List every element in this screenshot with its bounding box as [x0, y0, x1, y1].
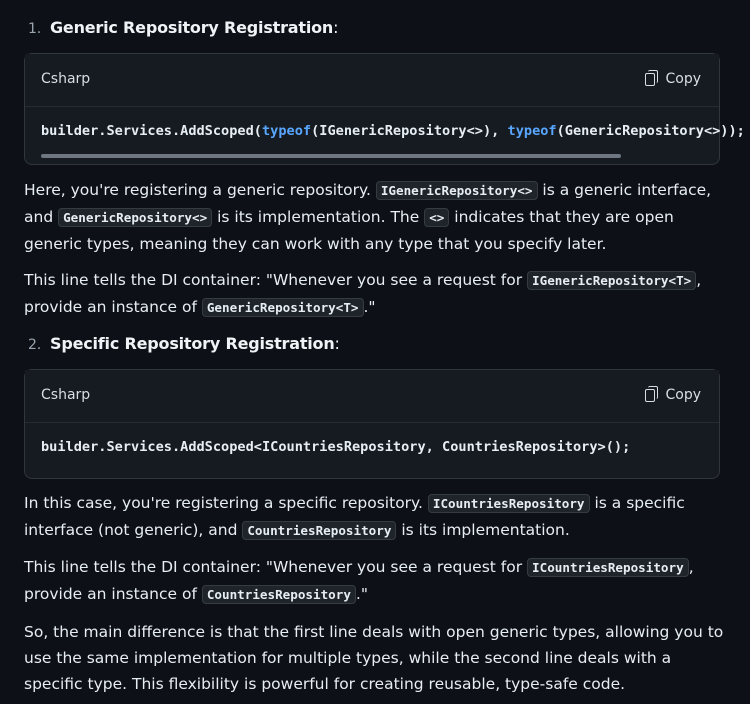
inline-code: IGenericRepository<T>	[527, 271, 696, 290]
copy-icon	[645, 73, 655, 86]
text: This line tells the DI container: "Whenever you see a request for	[24, 558, 528, 576]
text: is its implementation. The	[212, 208, 425, 226]
paragraph-specific-explanation	[24, 490, 724, 544]
heading-colon: :	[333, 18, 339, 37]
text: , provide an instance of	[24, 558, 694, 603]
list-number: 1.	[28, 21, 41, 37]
list-number: 2.	[28, 337, 41, 353]
text: ."	[363, 298, 376, 316]
text: ."	[355, 585, 368, 603]
paragraph-generic-explanation	[24, 177, 724, 257]
inline-code: GenericRepository<>	[58, 208, 212, 227]
code-language-label: Csharp	[41, 71, 91, 87]
code-text: builder.Services.AddScoped(	[41, 123, 262, 139]
copy-button[interactable]	[645, 71, 701, 87]
heading-colon: :	[334, 334, 340, 353]
code-block-header	[25, 54, 719, 107]
inline-code: <>	[424, 208, 449, 227]
text: This line tells the DI container: "Whenever you see a request for	[24, 271, 528, 289]
text: Here, you're registering a generic repository.	[24, 181, 376, 199]
code-block-header	[25, 370, 719, 423]
inline-code: CountriesRepository	[202, 585, 356, 604]
code-keyword: typeof	[507, 123, 557, 139]
code-block-specific	[24, 369, 720, 479]
copy-button[interactable]	[645, 387, 701, 403]
copy-label: Copy	[665, 387, 701, 403]
text: In this case, you're registering a specific repository.	[24, 494, 428, 512]
text: is a generic interface, and	[24, 181, 712, 226]
copy-icon	[645, 389, 655, 402]
section-heading-generic	[28, 18, 338, 37]
code-block-generic	[24, 53, 745, 165]
text: , provide an instance of	[24, 271, 702, 316]
inline-code: GenericRepository<T>	[202, 298, 364, 317]
section-heading-specific	[28, 334, 340, 353]
code-language-label: Csharp	[41, 387, 91, 403]
horizontal-scrollbar[interactable]	[41, 154, 621, 158]
code-text: (GenericRepository<>));	[556, 123, 745, 139]
text: is its implementation.	[396, 521, 570, 539]
text: is a specific interface (not generic), and	[24, 494, 685, 539]
inline-code: IGenericRepository<>	[376, 181, 538, 200]
inline-code: ICountriesRepository	[428, 494, 590, 513]
inline-code: ICountriesRepository	[527, 558, 689, 577]
code-keyword: typeof	[261, 123, 312, 139]
text: indicates that they are open generic types, meaning they can work with any type that you specify later.	[24, 208, 674, 253]
heading-text: Specific Repository Registration	[50, 334, 335, 353]
inline-code: CountriesRepository	[242, 521, 396, 540]
code-line[interactable]: builder.Services.AddScoped<ICountriesRepository, CountriesRepository>();	[41, 439, 631, 455]
paragraph-specific-di	[24, 554, 724, 608]
code-text: (IGenericRepository<>),	[311, 123, 508, 139]
heading-text: Generic Repository Registration	[50, 18, 334, 37]
paragraph-generic-di	[24, 267, 724, 321]
copy-label: Copy	[665, 71, 701, 87]
paragraph-conclusion: So, the main difference is that the first line deals with open generic types, allowing you to use the same implementation for multiple types, while the second line deals with a specific type. This flexibility is powerful for creating reusable, type-safe code.	[24, 623, 724, 693]
